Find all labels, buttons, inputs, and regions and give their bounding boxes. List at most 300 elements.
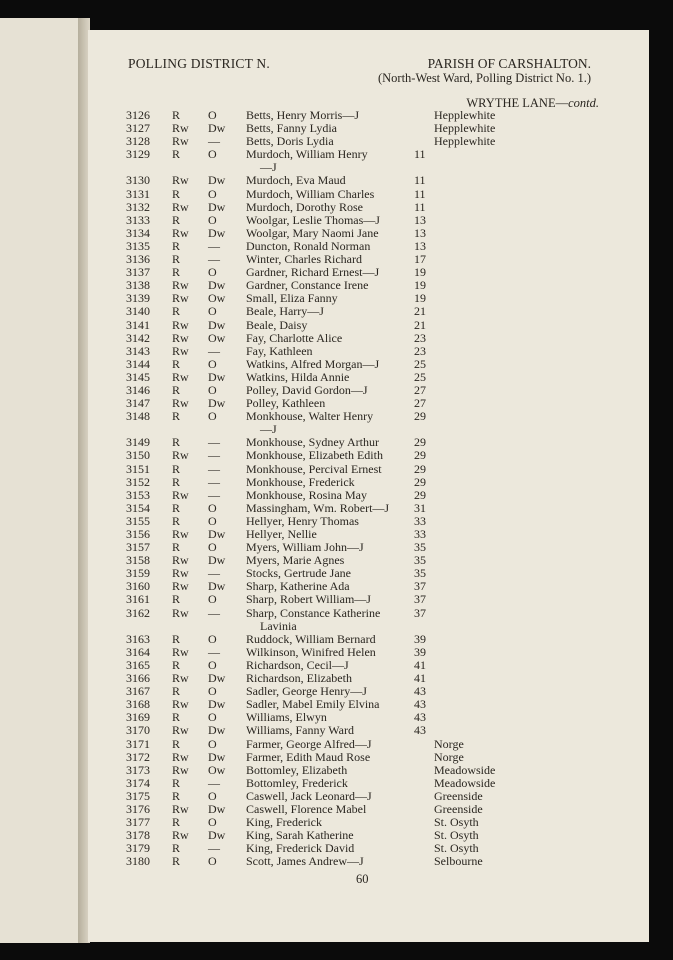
occupation-qualification: Dw xyxy=(208,317,226,332)
register-row xyxy=(126,738,564,751)
register-row xyxy=(126,607,564,620)
qualification: Rw xyxy=(172,134,189,149)
elector-name: Beale, Harry—J xyxy=(246,304,324,319)
register-row xyxy=(126,777,564,790)
elector-number: 3147 xyxy=(126,396,150,411)
elector-name: King, Frederick xyxy=(246,815,322,830)
elector-name: Caswell, Jack Leonard—J xyxy=(246,788,372,803)
occupation-qualification: O xyxy=(208,108,217,122)
occupation-qualification: O xyxy=(208,631,217,646)
house-number: 37 xyxy=(414,579,426,594)
qualification: Rw xyxy=(172,801,189,816)
qualification: Rw xyxy=(172,749,189,764)
elector-name: Murdoch, Dorothy Rose xyxy=(246,199,363,214)
house-name xyxy=(434,646,564,659)
house-number xyxy=(414,751,434,764)
occupation-qualification: O xyxy=(208,356,217,371)
house-number: 25 xyxy=(414,369,426,384)
street-name: WRYTHE LANE— xyxy=(466,96,569,110)
occupation-qualification: — xyxy=(208,461,220,476)
register-row xyxy=(126,855,564,868)
qualification: R xyxy=(172,513,181,528)
house-number: 11 xyxy=(414,199,426,214)
house-number: 25 xyxy=(414,356,426,371)
elector-name: Massingham, Wm. Robert—J xyxy=(246,500,390,515)
occupation-qualification: Dw xyxy=(208,671,226,686)
elector-number: 3166 xyxy=(126,671,150,686)
elector-number: 3180 xyxy=(126,854,150,869)
occupation-qualification: O xyxy=(208,409,217,424)
house-name xyxy=(434,266,564,279)
elector-number: 3157 xyxy=(126,540,150,555)
qualification: R xyxy=(172,461,181,476)
occupation-qualification: Ow xyxy=(208,330,226,345)
occupation-qualification: O xyxy=(208,513,217,528)
register-row xyxy=(126,109,564,122)
house-name xyxy=(434,292,564,305)
occupation-qualification: O xyxy=(208,592,217,607)
occupation-qualification: Dw xyxy=(208,225,226,240)
house-number: 43 xyxy=(414,684,426,699)
register-row xyxy=(126,803,564,816)
elector-number: 3167 xyxy=(126,684,150,699)
register-row xyxy=(126,764,564,777)
elector-name: King, Sarah Katherine xyxy=(246,828,354,843)
occupation-qualification: — xyxy=(208,487,220,502)
house-number: 21 xyxy=(414,304,426,319)
house-name xyxy=(434,659,564,672)
elector-number: 3172 xyxy=(126,749,150,764)
qualification: Rw xyxy=(172,343,189,358)
house-name: St. Osyth xyxy=(434,815,479,830)
house-number xyxy=(414,790,434,803)
occupation-qualification: Dw xyxy=(208,278,226,293)
occupation-qualification: O xyxy=(208,657,217,672)
qualification: R xyxy=(172,409,181,424)
occupation-qualification: O xyxy=(208,854,217,869)
occupation-qualification: — xyxy=(208,134,220,149)
elector-name: Sharp, Robert William—J xyxy=(246,592,371,607)
elector-number: 3178 xyxy=(126,828,150,843)
facing-page xyxy=(0,18,82,943)
house-number: 33 xyxy=(414,513,426,528)
register-row xyxy=(126,489,564,502)
qualification: Rw xyxy=(172,448,189,463)
elector-number: 3153 xyxy=(126,487,150,502)
house-number: 33 xyxy=(414,527,426,541)
register-row xyxy=(126,384,564,397)
house-number xyxy=(414,829,434,842)
house-name xyxy=(434,502,564,515)
elector-name: Monkhouse, Percival Ernest xyxy=(246,461,382,476)
qualification: R xyxy=(172,540,181,555)
elector-number: 3143 xyxy=(126,343,150,358)
elector-number: 3159 xyxy=(126,566,150,581)
elector-name: Gardner, Richard Ernest—J xyxy=(246,265,380,280)
elector-number: 3150 xyxy=(126,448,150,463)
house-number: 35 xyxy=(414,540,426,555)
register-row xyxy=(126,463,564,476)
house-name xyxy=(434,672,564,685)
elector-name: Wilkinson, Winifred Helen xyxy=(246,644,376,659)
elector-name: Williams, Elwyn xyxy=(246,710,327,725)
register-row xyxy=(126,449,564,462)
elector-number: 3170 xyxy=(126,723,150,738)
qualification: Rw xyxy=(172,396,189,411)
ward-subtitle: (North-West Ward, Polling District No. 1.) xyxy=(377,71,591,85)
occupation-qualification: Dw xyxy=(208,749,226,764)
qualification: R xyxy=(172,108,181,122)
occupation-qualification: Ow xyxy=(208,762,226,777)
register-row xyxy=(126,214,564,227)
house-number: 11 xyxy=(414,173,426,188)
occupation-qualification: — xyxy=(208,644,220,659)
elector-number: 3175 xyxy=(126,788,150,803)
elector-number: 3156 xyxy=(126,527,150,541)
house-number: 29 xyxy=(414,474,426,489)
elector-name: Murdoch, William Henry xyxy=(246,147,368,162)
elector-number: 3148 xyxy=(126,409,150,424)
elector-name: Betts, Doris Lydia xyxy=(246,134,334,149)
house-name xyxy=(434,410,564,423)
occupation-qualification: O xyxy=(208,186,217,201)
house-number: 43 xyxy=(414,710,426,725)
house-name xyxy=(434,449,564,462)
elector-name: Sadler, Mabel Emily Elvina xyxy=(246,697,380,712)
house-name xyxy=(434,541,564,554)
house-name xyxy=(434,711,564,724)
house-name: St. Osyth xyxy=(434,841,479,856)
house-number: 19 xyxy=(414,291,426,306)
register-row xyxy=(126,319,564,332)
qualification: Rw xyxy=(172,723,189,738)
occupation-qualification: O xyxy=(208,265,217,280)
qualification: R xyxy=(172,788,181,803)
house-name xyxy=(434,371,564,384)
qualification: R xyxy=(172,710,181,725)
elector-number: 3129 xyxy=(126,147,150,162)
elector-number: 3160 xyxy=(126,579,150,594)
elector-name: Murdoch, William Charles xyxy=(246,186,375,201)
occupation-qualification: — xyxy=(208,252,220,267)
register-row xyxy=(126,122,564,135)
register-row xyxy=(126,515,564,528)
elector-name: Scott, James Andrew—J xyxy=(246,854,364,869)
house-name: Greenside xyxy=(434,801,483,816)
occupation-qualification: — xyxy=(208,238,220,253)
elector-name: Watkins, Alfred Morgan—J xyxy=(246,356,380,371)
elector-name: King, Frederick David xyxy=(246,841,355,856)
occupation-qualification: O xyxy=(208,212,217,227)
house-number: 31 xyxy=(414,500,426,515)
elector-number: 3149 xyxy=(126,435,150,450)
house-name xyxy=(434,685,564,698)
house-name xyxy=(434,554,564,567)
register-row xyxy=(126,305,564,318)
house-name xyxy=(434,148,564,161)
house-number: 37 xyxy=(414,605,426,620)
house-number: 13 xyxy=(414,212,426,227)
register-row xyxy=(126,345,564,358)
qualification: Rw xyxy=(172,173,189,188)
register-row xyxy=(126,476,564,489)
qualification: R xyxy=(172,815,181,830)
qualification: R xyxy=(172,474,181,489)
elector-number: 3176 xyxy=(126,801,150,816)
elector-name-continuation: —J xyxy=(260,422,277,437)
elector-number: 3144 xyxy=(126,356,150,371)
house-number xyxy=(414,777,434,790)
elector-number: 3130 xyxy=(126,173,150,188)
house-number: 27 xyxy=(414,396,426,411)
occupation-qualification: Dw xyxy=(208,369,226,384)
qualification: R xyxy=(172,265,181,280)
house-number: 11 xyxy=(414,147,426,162)
house-name xyxy=(434,476,564,489)
house-name xyxy=(434,240,564,253)
elector-number: 3152 xyxy=(126,474,150,489)
occupation-qualification: — xyxy=(208,775,220,790)
qualification: Rw xyxy=(172,697,189,712)
house-name: Meadowside xyxy=(434,775,496,790)
register-row xyxy=(126,358,564,371)
qualification: R xyxy=(172,775,181,790)
qualification: Rw xyxy=(172,566,189,581)
house-number: 29 xyxy=(414,487,426,502)
house-number: 17 xyxy=(414,252,426,267)
register-row xyxy=(126,332,564,345)
house-number: 35 xyxy=(414,566,426,581)
qualification: R xyxy=(172,841,181,856)
qualification: R xyxy=(172,252,181,267)
house-number: 11 xyxy=(414,186,426,201)
qualification: Rw xyxy=(172,671,189,686)
elector-number: 3140 xyxy=(126,304,150,319)
elector-number: 3132 xyxy=(126,199,150,214)
elector-number: 3145 xyxy=(126,369,150,384)
house-number: 21 xyxy=(414,317,426,332)
house-name xyxy=(434,593,564,606)
elector-number: 3165 xyxy=(126,657,150,672)
parish-title: PARISH OF CARSHALTON. xyxy=(427,56,591,71)
elector-name: Winter, Charles Richard xyxy=(246,252,362,267)
elector-number: 3142 xyxy=(126,330,150,345)
occupation-qualification: — xyxy=(208,343,220,358)
elector-name: Woolgar, Leslie Thomas—J xyxy=(246,212,380,227)
house-name: Meadowside xyxy=(434,762,496,777)
house-number: 13 xyxy=(414,225,426,240)
elector-name: Farmer, George Alfred—J xyxy=(246,736,372,751)
house-number: 29 xyxy=(414,409,426,424)
qualification: Rw xyxy=(172,487,189,502)
elector-number: 3134 xyxy=(126,225,150,240)
house-number xyxy=(414,803,434,816)
occupation-qualification: — xyxy=(208,435,220,450)
elector-name: Richardson, Elizabeth xyxy=(246,671,352,686)
elector-name: Fay, Kathleen xyxy=(246,343,313,358)
house-number: 41 xyxy=(414,671,426,686)
register-row xyxy=(126,148,564,161)
house-number: 35 xyxy=(414,553,426,568)
elector-number: 3174 xyxy=(126,775,150,790)
house-name xyxy=(434,188,564,201)
elector-name: Sadler, George Henry—J xyxy=(246,684,367,699)
occupation-qualification: Dw xyxy=(208,553,226,568)
house-name xyxy=(434,528,564,541)
house-number: 39 xyxy=(414,644,426,659)
elector-name: Hellyer, Nellie xyxy=(246,527,317,541)
house-name: Greenside xyxy=(434,788,483,803)
elector-number: 3141 xyxy=(126,317,150,332)
house-number: 27 xyxy=(414,382,426,397)
qualification: Rw xyxy=(172,291,189,306)
elector-number: 3137 xyxy=(126,265,150,280)
elector-name: Bottomley, Frederick xyxy=(246,775,348,790)
occupation-qualification: O xyxy=(208,382,217,397)
qualification: Rw xyxy=(172,369,189,384)
elector-name: Hellyer, Henry Thomas xyxy=(246,513,359,528)
register-row xyxy=(126,188,564,201)
house-name xyxy=(434,580,564,593)
elector-name: Farmer, Edith Maud Rose xyxy=(246,749,371,764)
qualification: Rw xyxy=(172,828,189,843)
house-number: 43 xyxy=(414,697,426,712)
qualification: R xyxy=(172,356,181,371)
house-number: 23 xyxy=(414,330,426,345)
occupation-qualification: O xyxy=(208,147,217,162)
elector-name: Sharp, Constance Katherine xyxy=(246,605,381,620)
elector-name: Betts, Henry Morris—J xyxy=(246,108,359,122)
qualification: Rw xyxy=(172,579,189,594)
qualification: R xyxy=(172,238,181,253)
elector-name: Polley, David Gordon—J xyxy=(246,382,368,397)
qualification: Rw xyxy=(172,605,189,620)
qualification: Rw xyxy=(172,121,189,136)
elector-number: 3155 xyxy=(126,513,150,528)
elector-number: 3146 xyxy=(126,382,150,397)
qualification: R xyxy=(172,435,181,450)
register-row xyxy=(126,593,564,606)
qualification: Rw xyxy=(172,199,189,214)
house-name: St. Osyth xyxy=(434,828,479,843)
register-row xyxy=(126,698,564,711)
register-row xyxy=(126,227,564,240)
occupation-qualification: Dw xyxy=(208,121,226,136)
elector-number: 3139 xyxy=(126,291,150,306)
house-name: Norge xyxy=(434,749,464,764)
house-number: 29 xyxy=(414,435,426,450)
elector-number: 3177 xyxy=(126,815,150,830)
house-name xyxy=(434,227,564,240)
qualification: R xyxy=(172,212,181,227)
house-name: Hepplewhite xyxy=(434,121,496,136)
house-number xyxy=(414,738,434,751)
elector-name: Betts, Fanny Lydia xyxy=(246,121,337,136)
parish-heading xyxy=(378,56,591,86)
occupation-qualification: Dw xyxy=(208,199,226,214)
elector-number: 3135 xyxy=(126,238,150,253)
occupation-qualification: O xyxy=(208,788,217,803)
house-name: Hepplewhite xyxy=(434,108,496,122)
elector-number: 3173 xyxy=(126,762,150,777)
occupation-qualification: Dw xyxy=(208,828,226,843)
elector-number: 3154 xyxy=(126,500,150,515)
house-name xyxy=(434,633,564,646)
house-name xyxy=(434,332,564,345)
qualification: R xyxy=(172,186,181,201)
qualification: Rw xyxy=(172,278,189,293)
house-name xyxy=(434,397,564,410)
qualification: Rw xyxy=(172,225,189,240)
occupation-qualification: Dw xyxy=(208,723,226,738)
elector-number: 3131 xyxy=(126,186,150,201)
house-number: 13 xyxy=(414,238,426,253)
register-row xyxy=(126,790,564,803)
elector-name: Caswell, Florence Mabel xyxy=(246,801,367,816)
qualification: R xyxy=(172,631,181,646)
house-number xyxy=(414,855,434,868)
house-name xyxy=(434,319,564,332)
occupation-qualification: Dw xyxy=(208,697,226,712)
occupation-qualification: — xyxy=(208,605,220,620)
elector-number: 3126 xyxy=(126,108,150,122)
occupation-qualification: O xyxy=(208,736,217,751)
occupation-qualification: O xyxy=(208,500,217,515)
house-number xyxy=(414,842,434,855)
house-number: 19 xyxy=(414,278,426,293)
register-row-continuation xyxy=(126,620,564,633)
occupation-qualification: O xyxy=(208,304,217,319)
elector-name: Stocks, Gertrude Jane xyxy=(246,566,351,581)
qualification: R xyxy=(172,592,181,607)
qualification: R xyxy=(172,657,181,672)
elector-number: 3161 xyxy=(126,592,150,607)
polling-district-heading: POLLING DISTRICT N. xyxy=(128,56,270,71)
occupation-qualification: O xyxy=(208,684,217,699)
occupation-qualification: Dw xyxy=(208,801,226,816)
house-name: Hepplewhite xyxy=(434,134,496,149)
house-name xyxy=(434,201,564,214)
house-number xyxy=(414,122,434,135)
elector-name: Gardner, Constance Irene xyxy=(246,278,369,293)
house-number: 37 xyxy=(414,592,426,607)
elector-name: Ruddock, William Bernard xyxy=(246,631,376,646)
elector-name: Duncton, Ronald Norman xyxy=(246,238,371,253)
house-number: 19 xyxy=(414,265,426,280)
electoral-register-table xyxy=(126,109,564,868)
house-number: 29 xyxy=(414,461,426,476)
house-number xyxy=(414,109,434,122)
elector-number: 3151 xyxy=(126,461,150,476)
register-row xyxy=(126,633,564,646)
house-name xyxy=(434,214,564,227)
elector-number: 3158 xyxy=(126,553,150,568)
elector-name: Small, Eliza Fanny xyxy=(246,291,338,306)
elector-number: 3171 xyxy=(126,736,150,751)
occupation-qualification: Dw xyxy=(208,396,226,411)
occupation-qualification: Dw xyxy=(208,173,226,188)
occupation-qualification: O xyxy=(208,815,217,830)
occupation-qualification: Dw xyxy=(208,579,226,594)
house-name xyxy=(434,305,564,318)
elector-name: Monkhouse, Elizabeth Edith xyxy=(246,448,383,463)
house-name xyxy=(434,463,564,476)
house-name xyxy=(434,698,564,711)
qualification: Rw xyxy=(172,527,189,541)
house-name: Norge xyxy=(434,736,464,751)
elector-name: Bottomley, Elizabeth xyxy=(246,762,348,777)
house-name xyxy=(434,384,564,397)
